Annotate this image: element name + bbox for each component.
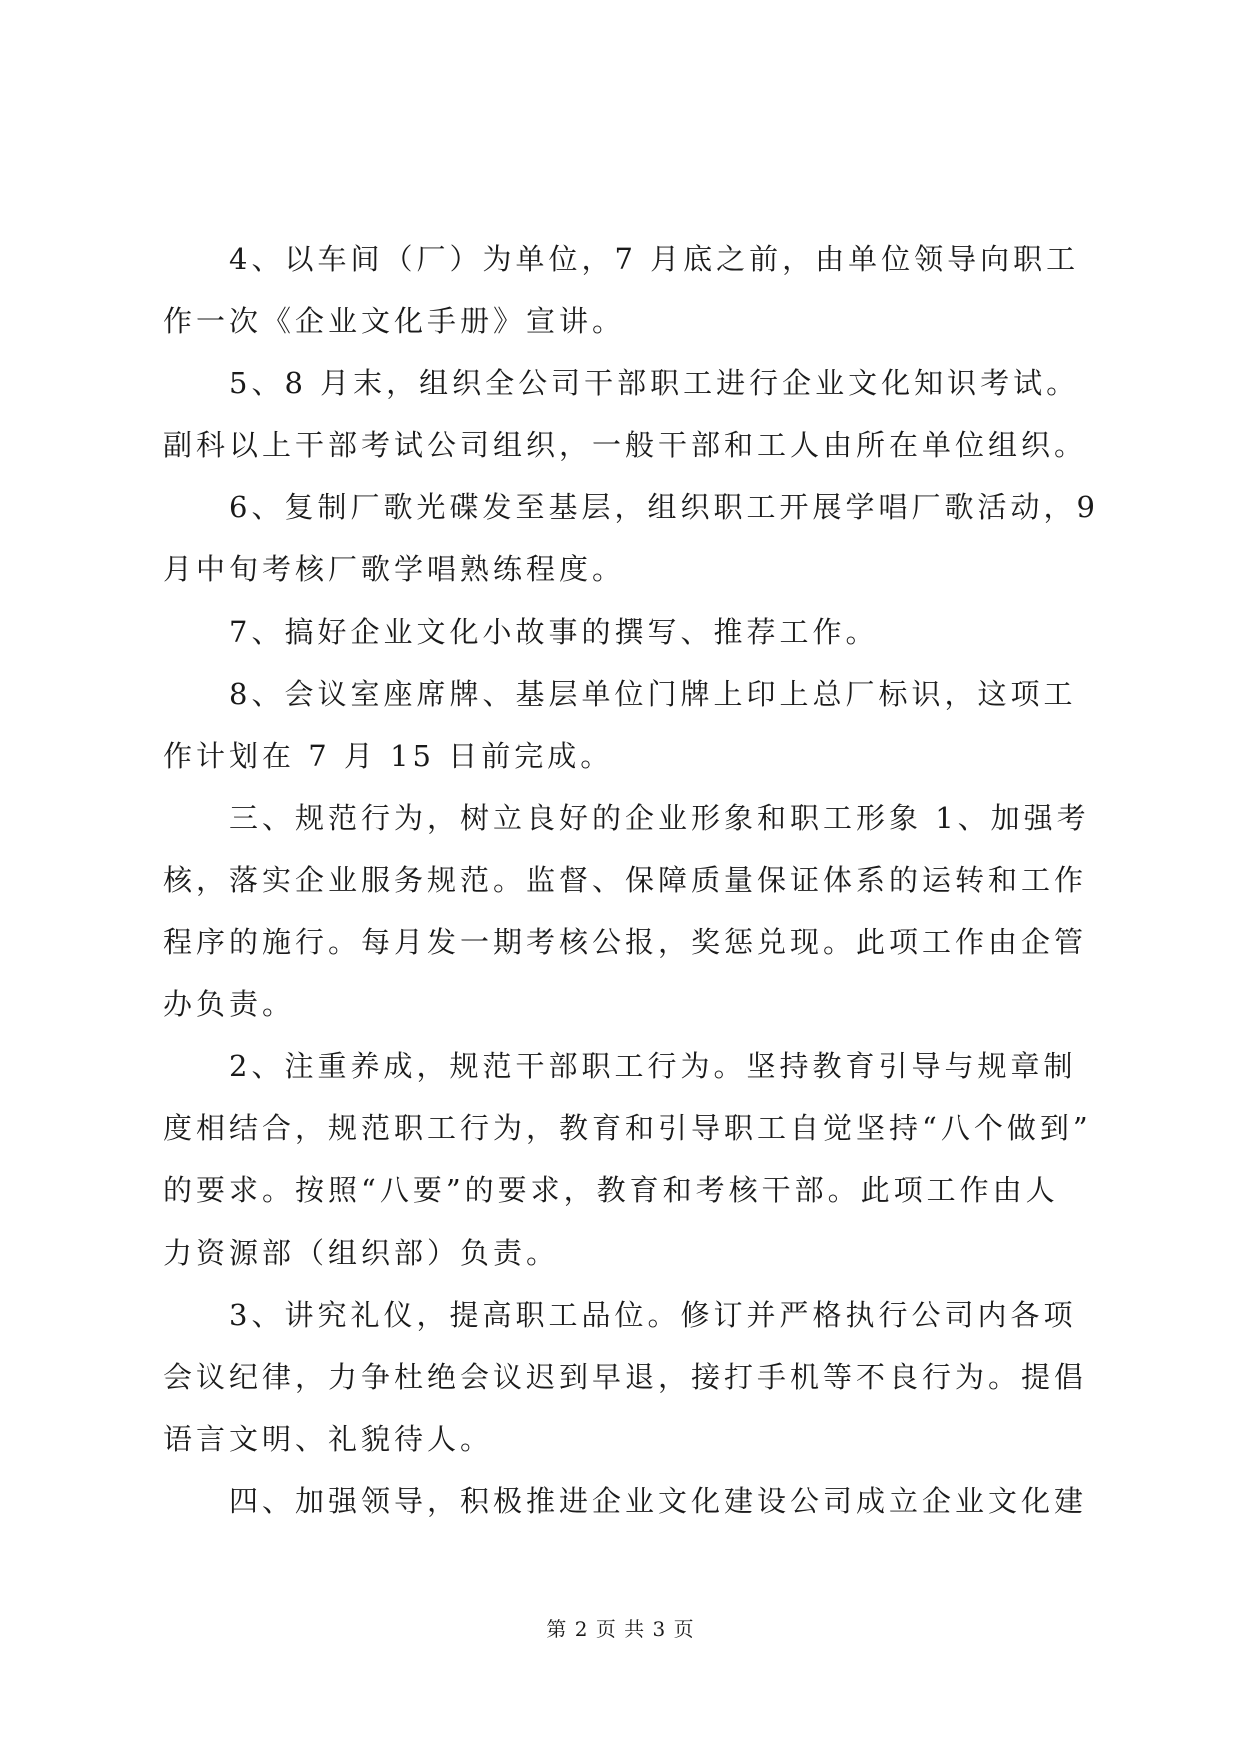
paragraph-5-line-2: 副科以上干部考试公司组织，一般干部和工人由所在单位组织。 — [163, 428, 1088, 463]
paragraph-6-line-1: 6、复制厂歌光碟发至基层，组织职工开展学唱厂歌活动，9 — [229, 490, 1099, 525]
paragraph-6-line-2: 月中旬考核厂歌学唱熟练程度。 — [163, 552, 626, 587]
paragraph-8-line-2: 作计划在 7 月 15 日前完成。 — [163, 738, 614, 773]
section-3-item-3-line-2: 会议纪律，力争杜绝会议迟到早退，接打手机等不良行为。提倡 — [163, 1359, 1088, 1394]
section-3-item-2-line-1: 2、注重养成，规范干部职工行为。坚持教育引导与规章制 — [229, 1049, 1077, 1084]
section-3-line-1: 三、规范行为，树立良好的企业形象和职工形象 1、加强考 — [229, 800, 1090, 835]
section-3-item-3-line-1: 3、讲究礼仪，提高职工品位。修订并严格执行公司内各项 — [229, 1297, 1077, 1332]
page-number-footer: 第 2 页 共 3 页 — [546, 1617, 695, 1641]
section-4-line-1: 四、加强领导，积极推进企业文化建设公司成立企业文化建 — [229, 1483, 1088, 1518]
section-3-line-2: 核，落实企业服务规范。监督、保障质量保证体系的运转和工作 — [163, 862, 1088, 897]
paragraph-5-line-1: 5、8 月末，组织全公司干部职工进行企业文化知识考试。 — [229, 366, 1080, 401]
paragraph-4-line-2: 作一次《企业文化手册》宣讲。 — [163, 304, 626, 339]
section-3-line-3: 程序的施行。每月发一期考核公报，奖惩兑现。此项工作由企管 — [163, 925, 1088, 960]
section-3-item-2-line-2: 度相结合，规范职工行为，教育和引导职工自觉坚持“八个做到” — [163, 1111, 1092, 1146]
section-3-item-3-line-3: 语言文明、礼貌待人。 — [163, 1421, 494, 1456]
paragraph-8-line-1: 8、会议室座席牌、基层单位门牌上印上总厂标识，这项工 — [229, 676, 1077, 711]
paragraph-7-line-1: 7、搞好企业文化小故事的撰写、推荐工作。 — [229, 614, 879, 649]
section-3-item-2-line-3: 的要求。按照“八要”的要求，教育和考核干部。此项工作由人 — [163, 1173, 1059, 1208]
section-3-item-2-line-4: 力资源部（组织部）负责。 — [163, 1235, 560, 1270]
paragraph-4-line-1: 4、以车间（厂）为单位，7 月底之前，由单位领导向职工 — [229, 242, 1080, 276]
section-3-line-4: 办负责。 — [163, 987, 296, 1022]
document-body — [163, 228, 1099, 1532]
